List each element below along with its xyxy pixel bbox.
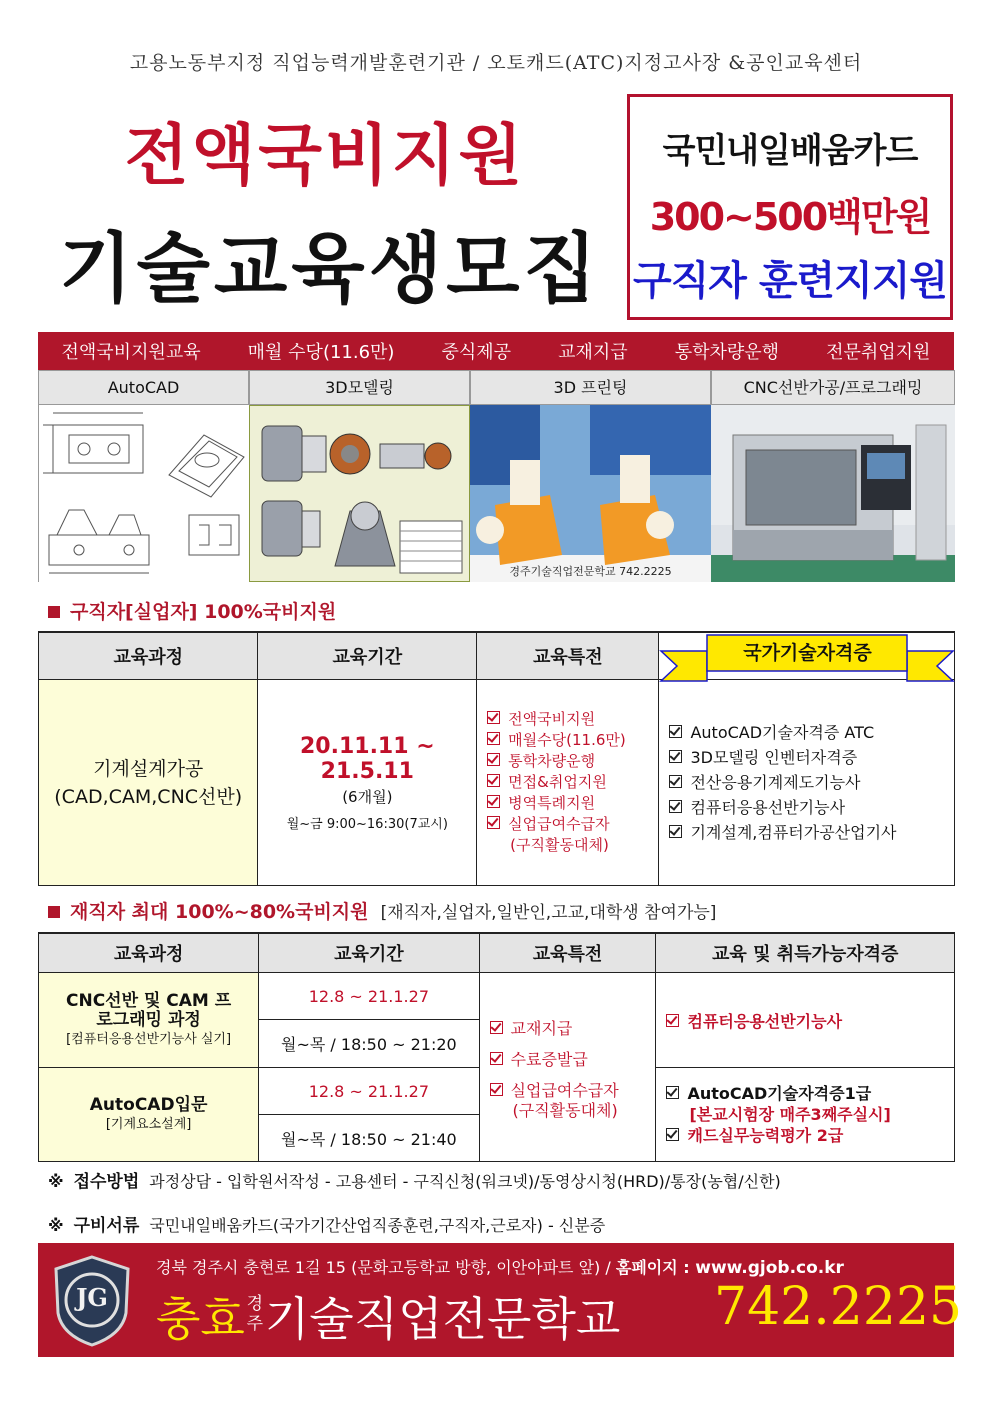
cert-line: AutoCAD기술자격증 ATC xyxy=(669,720,953,745)
homepage-link[interactable]: www.gjob.co.kr xyxy=(695,1258,844,1278)
benefit-item: 매월 수당(11.6만) xyxy=(247,342,395,363)
course1-cell xyxy=(39,973,259,1068)
column-header: 교육 및 취득가능자격증 xyxy=(656,933,955,973)
note-mark: ※ xyxy=(48,1172,64,1191)
course2-note: [기계요소설계] xyxy=(105,1116,192,1132)
benefit-item: 전문취업지원 xyxy=(826,342,931,363)
documents-row xyxy=(48,1211,605,1236)
benefit-note: (구직활동대체) xyxy=(510,836,609,854)
3d-printing-image xyxy=(470,405,711,582)
checkbox-icon xyxy=(669,750,682,763)
card-name: 국민내일배움카드 xyxy=(662,131,918,171)
card-target: 구직자 훈련지지원 xyxy=(632,258,948,304)
square-bullet-icon xyxy=(48,906,60,918)
benefit-line: 통학차량운행 xyxy=(487,751,657,772)
checkbox-icon xyxy=(487,753,500,766)
checkbox-icon xyxy=(669,825,682,838)
address: 경북 경주시 충현로 1길 15 (문화고등학교 방향, 이안아파트 앞) / xyxy=(156,1258,616,1277)
card-amount: 300~500백만원 xyxy=(649,195,931,239)
image-label-3d-modeling: 3D모델링 xyxy=(249,370,470,405)
footer-banner xyxy=(38,1243,963,1357)
checkbox-icon xyxy=(666,1014,679,1027)
cad-drawing-icon xyxy=(39,405,249,582)
section2-note: [재직자,실업자,일반인,고교,대학생 참여가능] xyxy=(380,903,717,923)
school-name-a: 충효 xyxy=(156,1292,245,1346)
ribbon-label: 국가기술자격증 xyxy=(743,642,872,664)
checkbox-icon xyxy=(490,1052,503,1065)
section2-title-row xyxy=(48,897,716,924)
title-recruit: 기술교육생모집 xyxy=(59,224,601,313)
checkbox-icon xyxy=(487,795,500,808)
benefit-line: 전액국비지원 xyxy=(487,709,657,730)
course-period: 20.11.11 ~ 21.5.11 xyxy=(299,733,435,784)
card-info-box xyxy=(627,94,953,320)
course1-note: [컴퓨터응용선반기능사 실기] xyxy=(66,1031,232,1047)
image-label-autocad: AutoCAD xyxy=(38,370,249,405)
column-header: 교육특전 xyxy=(479,933,656,973)
benefits-cell xyxy=(477,680,659,886)
benefit-line: 병역특례지원 xyxy=(487,793,657,814)
checkbox-icon xyxy=(666,1128,679,1141)
cnc-lathe-icon xyxy=(711,405,955,582)
logo-letters: JG xyxy=(76,1283,108,1312)
square-bullet-icon xyxy=(48,606,60,618)
certs-cell xyxy=(659,680,955,886)
column-header: 교육과정 xyxy=(39,632,258,680)
benefit-line: 매월수당(11.6만) xyxy=(487,730,657,751)
cert-line: 전산응용기계제도기능사 xyxy=(669,770,953,795)
image-label-3d-printing: 3D 프린팅 xyxy=(470,370,711,405)
benefits2-cell xyxy=(479,973,656,1162)
image-caption: 경주기술직업전문학교 742.2225 xyxy=(509,565,672,578)
school-name-small: 경 주 xyxy=(246,1294,264,1334)
gear-assembly-icon xyxy=(250,406,470,582)
course-subtitle: (CAD,CAM,CNC선반) xyxy=(54,785,243,808)
image-label-cnc: CNC선반가공/프로그래밍 xyxy=(711,370,955,405)
cert-line: 기계설계,컴퓨터가공산업기사 xyxy=(669,820,953,845)
section1-title: 구직자[실업자] 100%국비지원 xyxy=(48,597,336,624)
cert-line: 컴퓨터응용선반기능사 xyxy=(669,795,953,820)
top-tagline: 고용노동부지정 직업능력개발훈련기관 / 오토캐드(ATC)지정고사장 &공인교육센터 xyxy=(129,52,863,74)
apply-method-label: 접수방법 xyxy=(73,1172,140,1192)
period-cell xyxy=(258,680,477,886)
course-cell xyxy=(39,680,258,886)
benefit-item: 교재지급 xyxy=(558,342,628,363)
cert2-cell-top: 컴퓨터응용선반기능사 xyxy=(656,973,955,1068)
benefit-line: 실업급여수급자 xyxy=(490,1081,655,1101)
documents-label: 구비서류 xyxy=(73,1216,140,1236)
homepage-label: 홈페이지 : xyxy=(615,1258,696,1277)
checkbox-icon xyxy=(487,774,500,787)
column-header: 교육특전 xyxy=(477,632,659,680)
course-name: 기계설계가공 xyxy=(93,757,204,780)
column-header: 교육기간 xyxy=(259,933,479,973)
cnc-machine-image xyxy=(711,405,955,582)
apply-method-text: 과정상담 - 입학원서작성 - 고용센터 - 구직신청(워크넷)/동영상시청(HRD)/통장(농협/신한) xyxy=(149,1172,781,1191)
checkbox-icon xyxy=(487,816,500,829)
phone-number: 742.2225 xyxy=(714,1277,963,1337)
course1-name: CNC선반 및 CAM 프로그래밍 과정 xyxy=(66,990,232,1030)
section2-title: 재직자 최대 100%~80%국비지원 xyxy=(70,901,369,923)
benefit-item: 통학차량운행 xyxy=(674,342,780,363)
cert-line: AutoCAD기술자격증1급 xyxy=(666,1083,953,1104)
title-funding: 전액국비지원 xyxy=(124,117,526,194)
footer-address-row xyxy=(156,1255,844,1278)
checkbox-icon xyxy=(669,725,682,738)
3d-modeling-image xyxy=(249,405,470,582)
benefit-line: 면접&취업지원 xyxy=(487,772,657,793)
cert-line: 캐드실무능력평가 2급 xyxy=(666,1125,953,1146)
cert-note: [본교시험장 매주3째주실시] xyxy=(689,1105,891,1124)
course2-dates: 12.8 ~ 21.1.27 xyxy=(259,1068,479,1115)
employee-course-table xyxy=(38,932,955,1162)
checkbox-icon xyxy=(490,1021,503,1034)
checkbox-icon xyxy=(490,1083,503,1096)
benefit-line: 실업급여수급자 xyxy=(487,814,657,835)
benefit-line: 수료증발급 xyxy=(490,1044,655,1075)
benefit-item: 전액국비지원교육 xyxy=(61,342,201,363)
note-mark: ※ xyxy=(48,1216,64,1235)
course-hours: 월~금 9:00~16:30(7교시) xyxy=(286,816,448,832)
certification-header xyxy=(659,632,955,680)
apply-method-row xyxy=(48,1167,781,1192)
course-months: (6개월) xyxy=(342,787,393,806)
benefits-bar xyxy=(38,332,954,370)
course2-cell xyxy=(39,1068,259,1162)
autocad-drawing-image xyxy=(38,405,249,582)
column-header: 교육과정 xyxy=(39,933,259,973)
documents-text: 국민내일배움카드(국가기간산업직종훈련,구직자,근로자) - 신분증 xyxy=(149,1216,606,1235)
course1-time: 월~목 / 18:50 ~ 21:20 xyxy=(259,1020,479,1068)
checkbox-icon xyxy=(487,711,500,724)
checkbox-icon xyxy=(487,732,500,745)
cert-line: 3D모델링 인벤터자격증 xyxy=(669,745,953,770)
school-name-b: 기술직업전문학교 xyxy=(264,1292,621,1346)
checkbox-icon xyxy=(669,800,682,813)
benefit-item: 중식제공 xyxy=(441,342,512,363)
job-seeker-course-table xyxy=(38,631,955,886)
printed-part-icon xyxy=(470,405,711,582)
column-header: 교육기간 xyxy=(258,632,477,680)
checkbox-icon xyxy=(669,775,682,788)
benefit-note: (구직활동대체) xyxy=(512,1101,618,1120)
benefit-line: 교재지급 xyxy=(490,1013,655,1044)
course1-dates: 12.8 ~ 21.1.27 xyxy=(259,973,479,1020)
course2-time: 월~목 / 18:50 ~ 21:40 xyxy=(259,1115,479,1162)
cert2-cell-bottom xyxy=(656,1068,955,1162)
course2-name: AutoCAD입문 xyxy=(89,1094,208,1115)
school-name-row xyxy=(156,1283,620,1349)
checkbox-icon xyxy=(666,1086,679,1099)
